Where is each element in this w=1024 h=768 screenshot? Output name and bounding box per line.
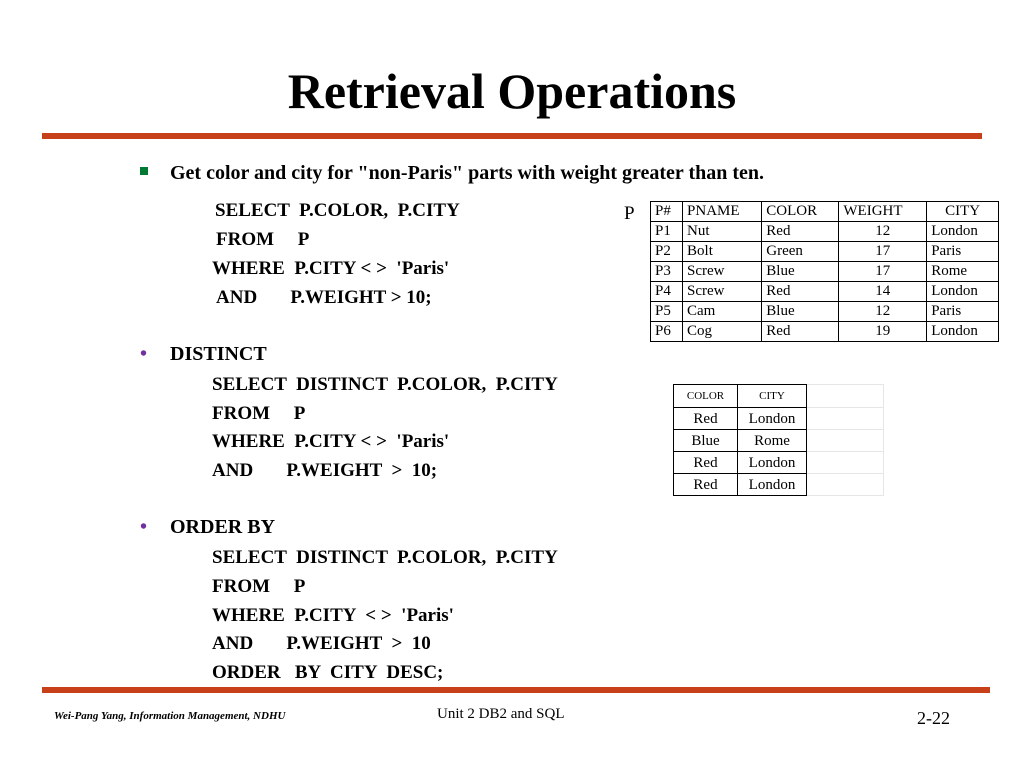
order-line-5: ORDER BY CITY DESC; bbox=[212, 662, 444, 683]
footer-author: Wei-Pang Yang, Information Management, NDHU bbox=[54, 710, 286, 722]
table-cell: P1 bbox=[651, 222, 683, 242]
table-cell: Screw bbox=[683, 262, 762, 282]
order-line-3: WHERE P.CITY < > 'Paris' bbox=[212, 605, 454, 626]
distinct-line-3: WHERE P.CITY < > 'Paris' bbox=[212, 431, 450, 452]
table-cell: P6 bbox=[651, 322, 683, 342]
table-cell: Blue bbox=[762, 302, 839, 322]
query1-line-1: SELECT P.COLOR, P.CITY bbox=[215, 200, 460, 221]
table-cell: Rome bbox=[738, 430, 807, 452]
table-header-cell: COLOR bbox=[762, 202, 839, 222]
table-row bbox=[651, 322, 999, 342]
table-cell: Cog bbox=[683, 322, 762, 342]
table-cell: Paris bbox=[927, 302, 999, 322]
table-cell: London bbox=[738, 452, 807, 474]
result-table bbox=[673, 384, 884, 496]
table-cell: 12 bbox=[839, 302, 927, 322]
table-row bbox=[674, 408, 884, 430]
table-cell: Blue bbox=[674, 430, 738, 452]
table-row bbox=[674, 430, 884, 452]
table-row bbox=[651, 262, 999, 282]
table-row bbox=[651, 222, 999, 242]
empty-cell bbox=[807, 474, 884, 496]
table-cell: London bbox=[927, 322, 999, 342]
table-header-row bbox=[674, 385, 884, 408]
order-line-2: FROM P bbox=[212, 576, 306, 597]
empty-cell bbox=[807, 430, 884, 452]
distinct-heading: DISTINCT bbox=[170, 343, 267, 365]
table-cell: London bbox=[738, 408, 807, 430]
table-cell: Green bbox=[762, 242, 839, 262]
table-cell: 14 bbox=[839, 282, 927, 302]
page-number: 2-22 bbox=[917, 708, 950, 728]
table-cell: P4 bbox=[651, 282, 683, 302]
distinct-line-2: FROM P bbox=[212, 403, 306, 424]
table-cell: London bbox=[927, 222, 999, 242]
table-cell: Screw bbox=[683, 282, 762, 302]
order-line-1: SELECT DISTINCT P.COLOR, P.CITY bbox=[212, 547, 558, 568]
table-cell: 17 bbox=[839, 262, 927, 282]
top-divider bbox=[42, 133, 982, 139]
table-header-cell: WEIGHT bbox=[839, 202, 927, 222]
table-cell: Cam bbox=[683, 302, 762, 322]
table-header-cell: CITY bbox=[738, 385, 807, 408]
table-header-row bbox=[651, 202, 999, 222]
table-cell: Blue bbox=[762, 262, 839, 282]
dot-bullet-icon: • bbox=[140, 343, 148, 365]
table-cell: P2 bbox=[651, 242, 683, 262]
table-cell: Nut bbox=[683, 222, 762, 242]
table-cell: 12 bbox=[839, 222, 927, 242]
table-row bbox=[674, 474, 884, 496]
table-cell: Red bbox=[674, 474, 738, 496]
table-cell: 17 bbox=[839, 242, 927, 262]
table-row bbox=[674, 452, 884, 474]
empty-cell bbox=[807, 452, 884, 474]
query1-line-3: WHERE P.CITY < > 'Paris' bbox=[212, 258, 450, 279]
table-header-cell: CITY bbox=[927, 202, 999, 222]
query1-line-2: FROM P bbox=[216, 229, 310, 250]
table-row bbox=[651, 242, 999, 262]
table-row bbox=[651, 282, 999, 302]
table-cell: Rome bbox=[927, 262, 999, 282]
parts-table bbox=[650, 201, 999, 342]
page-title: Retrieval Operations bbox=[287, 63, 737, 119]
footer-unit: Unit 2 DB2 and SQL bbox=[437, 706, 565, 722]
table-cell: Red bbox=[674, 408, 738, 430]
intro-text: Get color and city for "non-Paris" parts with weight greater than ten. bbox=[170, 162, 765, 184]
query1-line-4: AND P.WEIGHT > 10; bbox=[216, 287, 432, 308]
order-line-4: AND P.WEIGHT > 10 bbox=[212, 633, 431, 654]
table-cell: Paris bbox=[927, 242, 999, 262]
empty-cell bbox=[807, 385, 884, 408]
table-cell: P3 bbox=[651, 262, 683, 282]
table-cell: Red bbox=[762, 222, 839, 242]
dot-bullet-icon: • bbox=[140, 516, 148, 538]
square-bullet-icon bbox=[140, 167, 148, 175]
table-header-cell: COLOR bbox=[674, 385, 738, 408]
table-header-cell: P# bbox=[651, 202, 683, 222]
empty-cell bbox=[807, 408, 884, 430]
table-header-cell: PNAME bbox=[683, 202, 762, 222]
bottom-divider bbox=[42, 687, 990, 693]
distinct-line-1: SELECT DISTINCT P.COLOR, P.CITY bbox=[212, 374, 558, 395]
table-cell: 19 bbox=[839, 322, 927, 342]
distinct-line-4: AND P.WEIGHT > 10; bbox=[212, 460, 438, 481]
table-cell: Red bbox=[674, 452, 738, 474]
table-cell: Red bbox=[762, 282, 839, 302]
table-cell: Red bbox=[762, 322, 839, 342]
table-row bbox=[651, 302, 999, 322]
table-cell: P5 bbox=[651, 302, 683, 322]
table-cell: London bbox=[738, 474, 807, 496]
table-cell: London bbox=[927, 282, 999, 302]
table-cell: Bolt bbox=[683, 242, 762, 262]
order-heading: ORDER BY bbox=[170, 516, 276, 538]
parts-table-label: P bbox=[624, 203, 635, 224]
